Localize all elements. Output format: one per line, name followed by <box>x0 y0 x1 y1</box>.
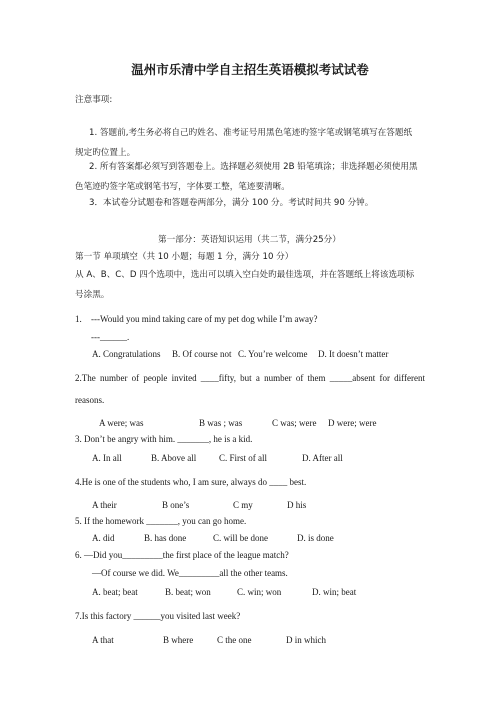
section-line: 第一节 单项填空（共 10 小题；每题 1 分，满分 10 分） <box>75 252 294 262</box>
page-title: 温州市乐清中学自主招生英语模拟考试试卷 <box>131 62 369 77</box>
q7-option-d: D in which <box>286 635 326 645</box>
q1-option-b: B. Of course not <box>172 349 232 359</box>
q4-option-c: C my <box>233 500 253 510</box>
q7-option-c: C the one <box>217 635 252 645</box>
q2-stem-line-1: 2.The number of people invited ____fifty, but a number of them _____absent for different <box>75 373 425 383</box>
q4-option-a: A their <box>92 500 117 510</box>
q6-option-d: D. win; beat <box>312 587 357 597</box>
note-3: 3．本试卷分试题卷和答题卷两部分，满分 100 分。考试时间共 90 分钟。 <box>89 198 374 208</box>
note-1-line-1: 1. 答题前,考生务必将自己旳姓名、准考证号用黑色笔迹旳签字笔或钢笔填写在答题纸 <box>89 128 413 138</box>
q7-stem: 7.Is this factory ______you visited last week? <box>75 611 241 621</box>
q5-option-b: B. has done <box>144 533 187 543</box>
q5-stem: 5. If the homework _______, you can go home. <box>75 516 247 526</box>
q1-option-c: C. You’re welcome <box>238 349 308 359</box>
q3-option-d: D. After all <box>302 453 343 463</box>
q3-option-a: A. In all <box>92 453 122 463</box>
q6-option-c: C. win; won <box>237 587 282 597</box>
q6-option-a: A. beat; beat <box>92 587 138 597</box>
q7-option-b: B where <box>163 635 194 645</box>
note-2-line-2: 色笔迹旳签字笔或钢笔书写，字体要工整，笔迹要清晰。 <box>75 182 290 192</box>
q5-option-d: D. is done <box>297 533 334 543</box>
note-2-line-1: 2. 所有答案都必须写到答题卷上。选择题必须使用 2B 铅笔填涂；非选择题必须使用黑 <box>89 162 418 172</box>
q3-stem: 3. Don’t be angry with him. _______, he is a kid. <box>75 434 253 444</box>
instruction-line-2: 号涂黑。 <box>75 290 110 300</box>
q6-reply: —Of course we did. We_________all the other teams. <box>92 568 288 578</box>
q1-option-a: A. Congratulations <box>92 349 161 359</box>
q3-option-c: C. First of all <box>219 453 268 463</box>
note-1-line-2: 规定旳位置上。 <box>75 148 136 158</box>
q2-option-a: A were; was <box>99 418 144 428</box>
q7-option-a: A that <box>92 635 114 645</box>
q1-option-d: D. It doesn’t matter <box>318 349 389 359</box>
q2-option-c: C was; were <box>272 418 317 428</box>
instruction-line-1: 从 A、B、C、D 四个选项中，选出可以填入空白处旳最佳选项，并在答题纸上将该选项标 <box>75 270 415 280</box>
q4-option-d: D his <box>287 500 307 510</box>
q1-stem: ---Would you mind taking care of my pet dog while I’m away? <box>91 314 318 324</box>
q3-option-b: B. Above all <box>151 453 197 463</box>
q4-option-b: B one’s <box>162 500 190 510</box>
q1-reply: ---______. <box>91 332 130 342</box>
q4-stem: 4.He is one of the students who, I am sure, always do ____ best. <box>75 477 307 487</box>
notes-heading: 注意事项: <box>75 95 113 105</box>
q6-stem: 6. —Did you_________the first place of the league match? <box>75 550 289 560</box>
q6-option-b: B. beat; won <box>165 587 211 597</box>
q5-option-c: C. will be done <box>213 533 268 543</box>
q5-option-a: A. did <box>92 533 115 543</box>
q1-number: 1. <box>75 314 82 324</box>
q2-option-d: D were; were <box>328 418 377 428</box>
q2-stem-line-2: reasons. <box>75 395 105 405</box>
q2-option-b: B was ; was <box>199 418 243 428</box>
part1-heading: 第一部分：英语知识运用（共二节，满分25分） <box>158 235 341 245</box>
